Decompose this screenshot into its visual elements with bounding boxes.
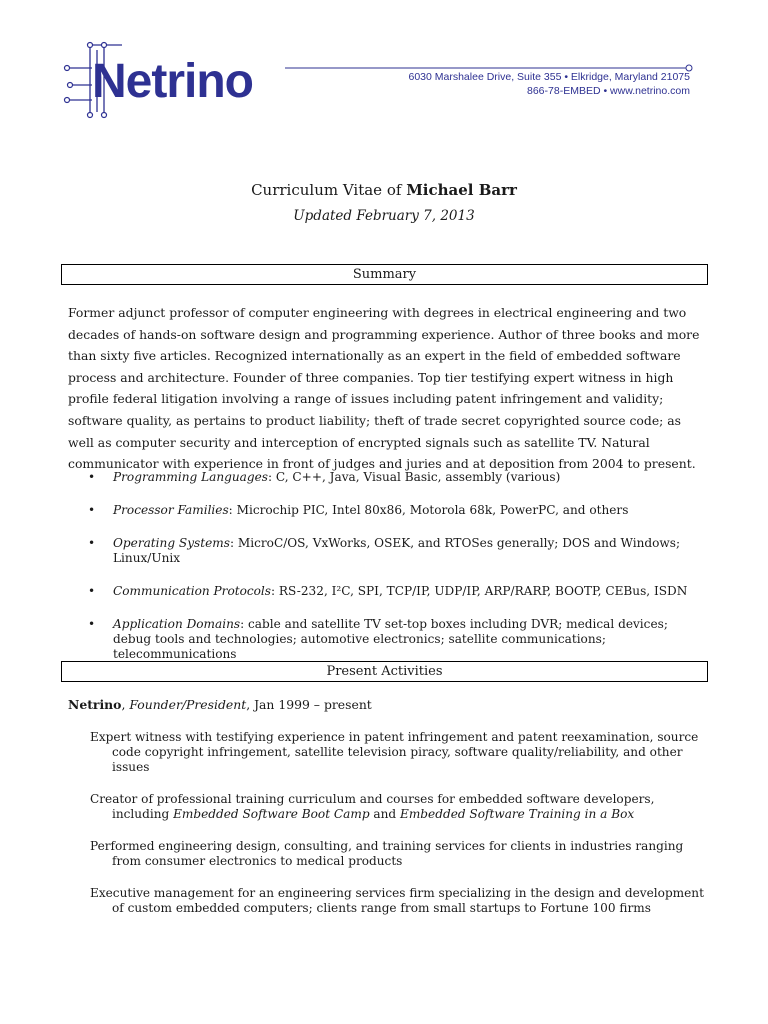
skill-category: Programming Languages (113, 470, 268, 484)
skill-category: Operating Systems (113, 536, 230, 550)
skill-item (88, 503, 708, 518)
duty2-pre: Creator of professional training curriculum and courses for embedded software developers, including (90, 792, 655, 821)
skills-list (88, 470, 708, 680)
skill-item (88, 617, 708, 662)
job-role: Founder/President (129, 697, 247, 712)
duty-item (90, 792, 710, 822)
contact-info (408, 70, 690, 98)
skill-text: : MicroC/OS, VxWorks, OSEK, and RTOSes generally; DOS and Windows; Linux/Unix (113, 536, 681, 565)
cv-title-block (0, 180, 768, 224)
job-sep: , (121, 697, 130, 712)
skill-text: : C, C++, Java, Visual Basic, assembly (various) (268, 470, 561, 484)
skill-text: : cable and satellite TV set-top boxes including DVR; medical devices; debug tools and technologies; automotive electronics; satellite communications; telecommunications (113, 617, 668, 661)
duty2-course-1: Embedded Software Boot Camp (173, 807, 370, 821)
netrino-logo: Netrino (92, 55, 253, 108)
job-header (68, 697, 372, 712)
skill-category: Application Domains (113, 617, 241, 631)
skill-category: Processor Families (113, 503, 229, 517)
updated-date: Updated February 7, 2013 (293, 208, 475, 224)
cv-title (0, 180, 768, 200)
duty-item: Performed engineering design, consulting, and training services for clients in industries ranging from consumer electronics to medical products (90, 839, 684, 868)
skill-item (88, 584, 708, 599)
skill-text: : Microchip PIC, Intel 80x86, Motorola 68k, PowerPC, and others (228, 503, 629, 517)
skill-text: : RS-232, I²C, SPI, TCP/IP, UDP/IP, ARP/RARP, BOOTP, CEBus, ISDN (271, 584, 688, 598)
job-dates: , Jan 1999 – present (246, 697, 372, 712)
skill-category: Communication Protocols (113, 584, 272, 598)
job-organization: Netrino (68, 697, 122, 712)
present-activities-heading: Present Activities (61, 661, 708, 682)
skill-item (88, 536, 708, 566)
duty-item: Executive management for an engineering services firm specializing in the design and development of custom embedded computers; clients range from small startups to Fortune 100 firms (90, 886, 704, 915)
skill-item (88, 470, 708, 485)
contact-phone-web: 866-78-EMBED • www.netrino.com (527, 85, 690, 97)
summary-paragraph: Former adjunct professor of computer engineering with degrees in electrical engineering and two decades of hands-on software design and programming experience. Author of three books and more than sixty five articles. Recognized internationally as an expert in the field of embedded software process and architecture. Founder of three companies. Top tier testifying expert witness in high profile federal litigation involving a range of issues including patent infringement and validity; software quality, as pertains to product liability; theft of trade secret copyrighted source code; as well as computer security and interception of encrypted signals such as satellite TV. Natural communicator with experience in front of judges and juries and at deposition from 2004 to present. (68, 305, 700, 472)
contact-address: 6030 Marshalee Drive, Suite 355 • Elkridge, Maryland 21075 (408, 71, 690, 83)
duty-item: Expert witness with testifying experience in patent infringement and patent reexamination, source code copyright infringement, satellite television piracy, software quality/reliability, and other issues (90, 730, 699, 774)
duties-list (90, 730, 710, 933)
cv-name: Michael Barr (406, 181, 517, 199)
summary-heading: Summary (61, 264, 708, 285)
duty2-mid: and (369, 807, 401, 821)
duty2-course-2: Embedded Software Training in a Box (400, 807, 635, 821)
cv-title-prefix: Curriculum Vitae of (251, 181, 402, 199)
